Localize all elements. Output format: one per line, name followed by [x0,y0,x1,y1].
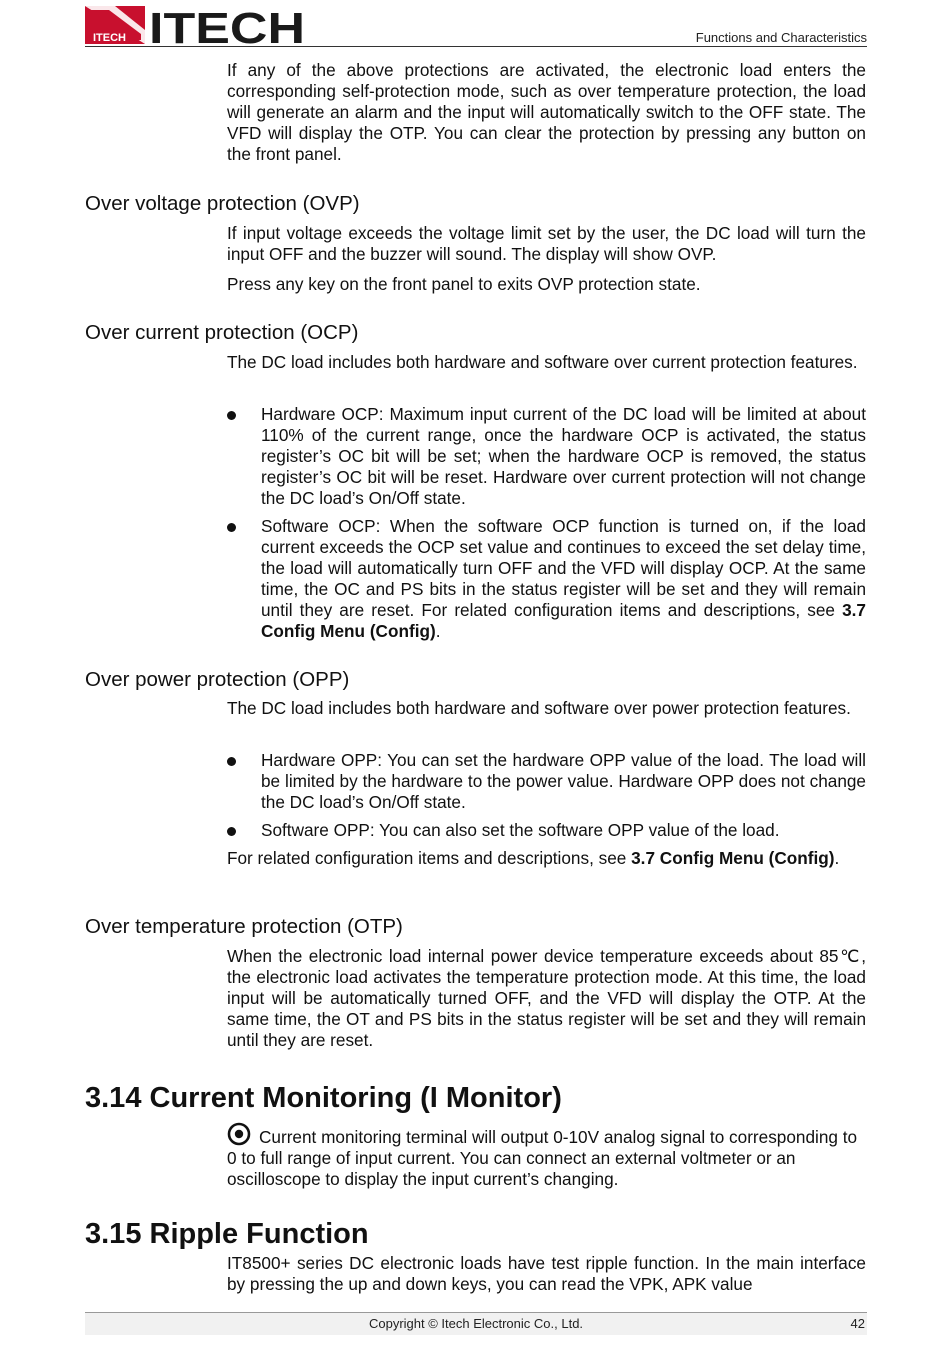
ovp-paragraph-1: If input voltage exceeds the voltage limit set by the user, the DC load will turn the input OFF and the buzzer will sound. The display will show OVP. [227,223,866,264]
itech-logo [85,4,310,46]
otp-heading: Over temperature protection (OTP) [85,915,403,938]
bullet-icon [227,411,236,420]
logo-text: ITECH [149,4,305,46]
intro-paragraph: If any of the above protections are activated, the electronic load enters the corresponding self-protection mode, such as over temperature protection, the load will generate an alarm and the input will automatically switch to the OFF state. The VFD will display the OTP. You can clear the protection by pressing any button on the front panel. [227,60,866,164]
opp-bullet-software-text: Software OPP: You can also set the software OPP value of the load. [261,820,780,840]
opp-bullet-hardware-text: Hardware OPP: You can set the hardware OPP value of the load. The load will be limited by the hardware to the power value. Hardware OPP does not change the DC load’s On/Off state. [261,750,866,812]
ocp-heading: Over current protection (OCP) [85,321,359,344]
section-3-14-heading: 3.14 Current Monitoring (I Monitor) [85,1082,562,1114]
bullet-icon [227,827,236,836]
config-menu-reference: 3.7 Config Menu (Config) [261,600,866,641]
opp-heading: Over power protection (OPP) [85,668,350,691]
config-menu-reference: 3.7 Config Menu (Config) [631,848,835,868]
section-3-15-heading: 3.15 Ripple Function [85,1218,369,1250]
ocp-paragraph-1: The DC load includes both hardware and software over current protection features. [227,352,858,372]
ocp-bullet-hardware-text: Hardware OCP: Maximum input current of the DC load will be limited at about 110% of the current range, once the hardware OCP is activated, the status register’s OC bit will be set; when the hardware OCP is removed, the status register’s OC bit will be reset. Hardware over current protection will not change the DC load’s On/Off state. [261,404,866,508]
opp-paragraph-1: The DC load includes both hardware and software over power protection features. [227,698,851,718]
ovp-heading: Over voltage protection (OVP) [85,192,360,215]
footer-copyright: Copyright © Itech Electronic Co., Ltd. [368,1316,584,1331]
page-number: 42 [850,1316,865,1331]
note-target-icon [227,1122,251,1146]
header-rule [85,46,867,47]
ocp-bullet-software-text: Software OCP: When the software OCP function is turned on, if the load current exceeds the OCP set value and continues to exceed the set delay time, the load will automatically turn OFF and the VFD will display OCP. At the same time, the OC and PS bits in the status register will be set and they will remain until they are reset. For related configuration items and descriptions, see 3.7 Config Menu (Config). [261,516,866,641]
page-footer [85,1312,867,1335]
ovp-paragraph-2: Press any key on the front panel to exits OVP protection state. [227,274,701,294]
page-header [85,4,867,48]
opp-paragraph-2: For related configuration items and descriptions, see 3.7 Config Menu (Config). [227,848,840,868]
bullet-icon [227,523,236,532]
current-monitoring-note: Current monitoring terminal will output 0-10V analog signal to corresponding to 0 to full range of input current. You can connect an external voltmeter or an oscilloscope to display the input current’s changing. [227,1122,866,1190]
logo-small-text: ITECH [93,32,126,44]
otp-paragraph-1: When the electronic load internal power device temperature exceeds about 85℃, the electronic load activates the temperature protection mode. At this time, the load input will be automatically turned OFF, and the VFD will display the OTP. At the same time, the OT and PS bits in the status register will be set and they will remain until they are reset. [227,946,866,1050]
ripple-paragraph: IT8500+ series DC electronic loads have test ripple function. In the main interface by pressing the up and down keys, you can read the VPK, APK value [227,1253,866,1294]
header-title: Functions and Characteristics [695,30,867,45]
bullet-icon [227,757,236,766]
